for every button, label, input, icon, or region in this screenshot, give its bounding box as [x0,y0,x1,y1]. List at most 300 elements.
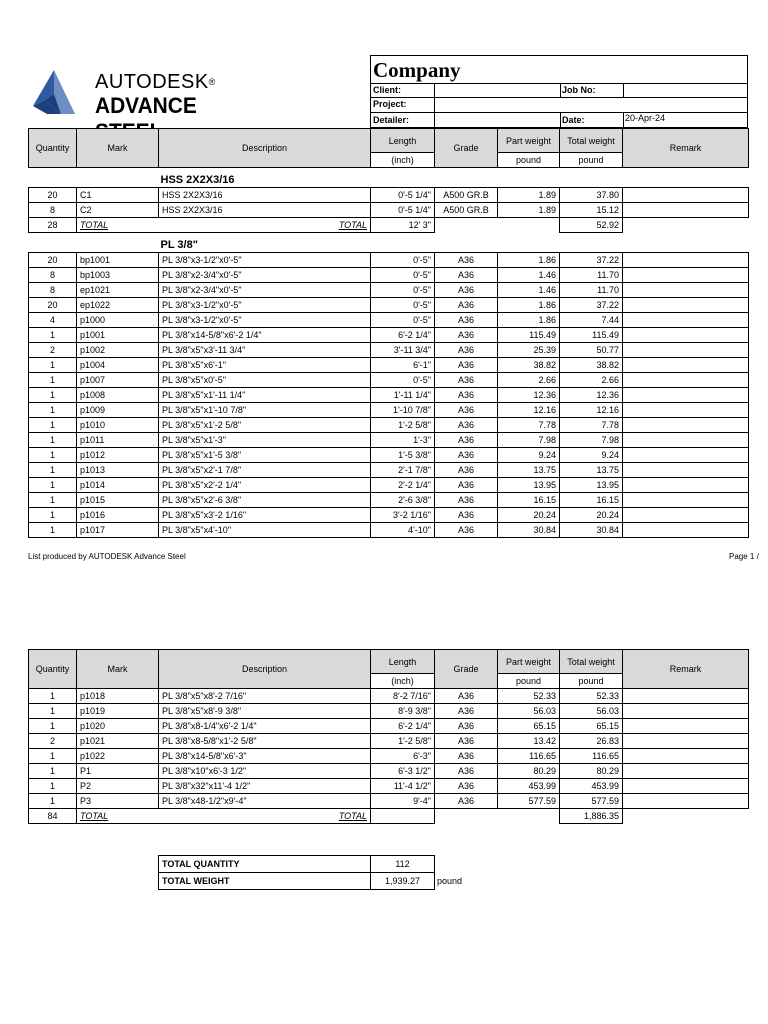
description-cell: PL 3/8"x32"x11'-4 1/2" [159,779,371,794]
remark-cell [623,328,749,343]
part-weight-cell: 13.75 [498,463,560,478]
length-cell: 2'-6 3/8" [371,493,435,508]
bill-of-materials-table [28,128,749,538]
total-weight-cell: 56.03 [560,704,623,719]
total-quantity-value: 112 [371,856,435,873]
remark-cell [623,433,749,448]
length-cell: 3'-11 3/4" [371,343,435,358]
total-weight-cell: 13.95 [560,478,623,493]
part-weight-unit: pound [498,674,560,689]
remark-cell [623,493,749,508]
total-weight-unit: pound [560,674,623,689]
part-weight-cell: 453.99 [498,779,560,794]
remark-cell [623,188,749,203]
autodesk-logo [33,70,278,120]
mark-cell: bp1003 [77,268,159,283]
part-weight-cell: 13.95 [498,478,560,493]
mark-cell: p1000 [77,313,159,328]
description-cell: PL 3/8"x5"x8'-2 7/16" [159,689,371,704]
length-cell: 0'-5" [371,283,435,298]
date-label: Date: [562,115,585,125]
description-cell: PL 3/8"x5"x2'-2 1/4" [159,478,371,493]
grade-cell: A36 [435,523,498,538]
total-weight-cell: 12.36 [560,388,623,403]
quantity-cell: 8 [29,283,77,298]
description-cell: PL 3/8"x14-5/8"x6'-2 1/4" [159,328,371,343]
page-number: Page 1 / [729,552,759,561]
quantity-cell: 1 [29,704,77,719]
header-row [29,129,749,153]
remark-cell [623,448,749,463]
mark-cell: p1021 [77,734,159,749]
grade-cell: A500 GR.B [435,188,498,203]
description-cell: PL 3/8"x5"x3'-11 3/4" [159,343,371,358]
quantity-cell: 8 [29,268,77,283]
total-weight-cell: 11.70 [560,268,623,283]
length-unit: (inch) [371,674,435,689]
grade-cell: A36 [435,328,498,343]
length-cell: 0'-5 1/4" [371,203,435,218]
total-weight-cell: 30.84 [560,523,623,538]
job-no-label: Job No: [562,85,596,95]
mark-cell: P3 [77,794,159,809]
length-cell: 0'-5" [371,298,435,313]
col-total-weight-header: Total weight [560,129,623,153]
length-cell: 9'-4" [371,794,435,809]
description-cell: PL 3/8"x5"x3'-2 1/16" [159,508,371,523]
remark-cell [623,203,749,218]
table-row [29,779,749,794]
length-cell: 6'-1" [371,358,435,373]
mark-cell: p1018 [77,689,159,704]
part-weight-cell: 1.46 [498,268,560,283]
grade-cell: A36 [435,749,498,764]
length-cell: 3'-2 1/16" [371,508,435,523]
quantity-cell: 1 [29,433,77,448]
length-cell: 1'-2 5/8" [371,418,435,433]
mark-cell: p1016 [77,508,159,523]
remark-cell [623,403,749,418]
col-part-weight-header: Part weight [498,650,560,674]
bill-of-materials-table-page2 [28,649,749,824]
grade-cell: A36 [435,463,498,478]
length-cell: 1'-3" [371,433,435,448]
description-cell: PL 3/8"x5"x1'-11 1/4" [159,388,371,403]
part-weight-cell: 1.89 [498,188,560,203]
remark-cell [623,794,749,809]
col-mark-header: Mark [77,129,159,168]
quantity-cell: 4 [29,313,77,328]
grade-cell: A36 [435,388,498,403]
quantity-cell: 1 [29,749,77,764]
col-part-weight-header: Part weight [498,129,560,153]
total-weight-unit: pound [437,876,463,886]
grade-cell: A36 [435,433,498,448]
mark-cell: p1004 [77,358,159,373]
grade-cell: A36 [435,719,498,734]
description-cell: PL 3/8"x3-1/2"x0'-5" [159,313,371,328]
total-weight-cell: 16.15 [560,493,623,508]
remark-cell [623,463,749,478]
length-cell: 6'-3" [371,749,435,764]
remark-cell [623,373,749,388]
col-quantity-header: Quantity [29,129,77,168]
total-weight-cell: 80.29 [560,764,623,779]
group-title-row [29,233,749,253]
total-row [29,809,749,824]
grade-cell: A36 [435,298,498,313]
grade-cell: A36 [435,764,498,779]
header-row [29,650,749,674]
col-grade-header: Grade [435,650,498,689]
remark-cell [623,734,749,749]
total-weight-label: TOTAL WEIGHT [159,873,371,890]
table-row [29,689,749,704]
quantity-cell: 1 [29,523,77,538]
produced-by-text: List produced by AUTODESK Advance Steel [28,552,186,561]
detailer-label: Detailer: [373,115,410,125]
quantity-cell: 1 [29,779,77,794]
total-weight-cell: 15.12 [560,203,623,218]
quantity-cell: 20 [29,253,77,268]
total-weight-cell: 11.70 [560,283,623,298]
total-weight-cell: 453.99 [560,779,623,794]
total-label-2: TOTAL [159,218,371,233]
table-row [29,448,749,463]
mark-cell: p1008 [77,388,159,403]
description-cell: PL 3/8"x2-3/4"x0'-5" [159,268,371,283]
table-row [29,734,749,749]
description-cell: HSS 2X2X3/16 [159,188,371,203]
client-label: Client: [373,85,401,95]
total-weight-value: 1,939.27 [371,873,435,890]
part-weight-cell: 1.86 [498,253,560,268]
part-weight-cell: 577.59 [498,794,560,809]
quantity-cell: 1 [29,719,77,734]
grade-cell: A500 GR.B [435,203,498,218]
description-cell: PL 3/8"x5"x6'-1" [159,358,371,373]
remark-cell [623,358,749,373]
length-unit: (inch) [371,153,435,168]
mark-cell: p1007 [77,373,159,388]
grade-cell: A36 [435,508,498,523]
length-cell: 1'-10 7/8" [371,403,435,418]
grade-cell: A36 [435,734,498,749]
mark-cell: P1 [77,764,159,779]
quantity-cell: 1 [29,448,77,463]
quantity-cell: 2 [29,343,77,358]
description-cell: PL 3/8"x8-1/4"x6'-2 1/4" [159,719,371,734]
quantity-cell: 1 [29,418,77,433]
col-description-header: Description [159,129,371,168]
description-cell: HSS 2X2X3/16 [159,203,371,218]
length-cell: 4'-10" [371,523,435,538]
length-cell: 1'-11 1/4" [371,388,435,403]
part-weight-cell: 2.66 [498,373,560,388]
description-cell: PL 3/8"x10"x6'-3 1/2" [159,764,371,779]
quantity-cell: 1 [29,493,77,508]
mark-cell: p1013 [77,463,159,478]
grade-cell: A36 [435,403,498,418]
length-cell: 0'-5" [371,253,435,268]
total-weight: 52.92 [560,218,623,233]
part-weight-cell: 56.03 [498,704,560,719]
total-weight-cell: 37.22 [560,298,623,313]
mark-cell: p1019 [77,704,159,719]
table-row [29,764,749,779]
total-weight-row [159,873,499,890]
table-row [29,388,749,403]
part-weight-cell: 25.39 [498,343,560,358]
part-weight-cell: 16.15 [498,493,560,508]
quantity-cell: 1 [29,689,77,704]
mark-cell: ep1022 [77,298,159,313]
mark-cell: p1014 [77,478,159,493]
length-cell: 8'-2 7/16" [371,689,435,704]
col-description-header: Description [159,650,371,689]
remark-cell [623,343,749,358]
col-length-header: Length [371,129,435,153]
length-cell: 8'-9 3/8" [371,704,435,719]
total-weight-cell: 577.59 [560,794,623,809]
part-weight-cell: 13.42 [498,734,560,749]
length-cell: 11'-4 1/2" [371,779,435,794]
description-cell: PL 3/8"x5"x0'-5" [159,373,371,388]
description-cell: PL 3/8"x3-1/2"x0'-5" [159,253,371,268]
total-weight-unit: pound [560,153,623,168]
summary-totals-table [158,855,499,890]
table-row [29,433,749,448]
quantity-cell: 1 [29,328,77,343]
mark-cell: C2 [77,203,159,218]
length-cell: 0'-5" [371,313,435,328]
total-weight: 1,886.35 [560,809,623,824]
part-weight-cell: 1.46 [498,283,560,298]
grade-cell: A36 [435,268,498,283]
part-weight-cell: 52.33 [498,689,560,704]
quantity-cell: 1 [29,463,77,478]
table-row [29,358,749,373]
description-cell: PL 3/8"x48-1/2"x9'-4" [159,794,371,809]
table-row [29,253,749,268]
mark-cell: p1020 [77,719,159,734]
quantity-cell: 1 [29,358,77,373]
description-cell: PL 3/8"x5"x1'-3" [159,433,371,448]
description-cell: PL 3/8"x5"x8'-9 3/8" [159,704,371,719]
remark-cell [623,704,749,719]
remark-cell [623,779,749,794]
remark-cell [623,719,749,734]
table-row [29,203,749,218]
length-cell: 0'-5" [371,268,435,283]
grade-cell: A36 [435,373,498,388]
quantity-cell: 1 [29,478,77,493]
part-weight-cell: 30.84 [498,523,560,538]
col-remark-header: Remark [623,650,749,689]
table-row [29,749,749,764]
remark-cell [623,253,749,268]
remark-cell [623,418,749,433]
remark-cell [623,268,749,283]
total-weight-cell: 50.77 [560,343,623,358]
part-weight-cell: 65.15 [498,719,560,734]
table-row [29,508,749,523]
remark-cell [623,298,749,313]
grade-cell: A36 [435,493,498,508]
quantity-cell: 1 [29,764,77,779]
part-weight-cell: 1.86 [498,298,560,313]
table-row [29,704,749,719]
quantity-cell: 8 [29,203,77,218]
part-weight-cell: 1.89 [498,203,560,218]
length-cell: 1'-5 3/8" [371,448,435,463]
mark-cell: p1011 [77,433,159,448]
group-title: PL 3/8" [160,239,198,251]
total-weight-cell: 38.82 [560,358,623,373]
table-row [29,478,749,493]
description-cell: PL 3/8"x14-5/8"x6'-3" [159,749,371,764]
quantity-cell: 20 [29,188,77,203]
total-label: TOTAL [77,218,159,233]
total-weight-cell: 20.24 [560,508,623,523]
mark-cell: p1001 [77,328,159,343]
grade-cell: A36 [435,779,498,794]
grade-cell: A36 [435,253,498,268]
remark-cell [623,388,749,403]
mark-cell: p1017 [77,523,159,538]
table-row [29,188,749,203]
total-row [29,218,749,233]
mark-cell: P2 [77,779,159,794]
remark-cell [623,283,749,298]
part-weight-cell: 12.16 [498,403,560,418]
description-cell: PL 3/8"x3-1/2"x0'-5" [159,298,371,313]
total-weight-cell: 37.22 [560,253,623,268]
part-weight-cell: 12.36 [498,388,560,403]
quantity-cell: 1 [29,403,77,418]
total-weight-cell: 65.15 [560,719,623,734]
quantity-cell: 1 [29,388,77,403]
remark-cell [623,689,749,704]
total-weight-cell: 7.98 [560,433,623,448]
total-label: TOTAL [77,809,159,824]
mark-cell: p1015 [77,493,159,508]
description-cell: PL 3/8"x5"x2'-6 3/8" [159,493,371,508]
part-weight-cell: 115.49 [498,328,560,343]
project-label: Project: [373,99,407,109]
grade-cell: A36 [435,313,498,328]
col-total-weight-header: Total weight [560,650,623,674]
col-grade-header: Grade [435,129,498,168]
description-cell: PL 3/8"x8-5/8"x1'-2 5/8" [159,734,371,749]
length-cell: 6'-2 1/4" [371,328,435,343]
mark-cell: p1002 [77,343,159,358]
mark-cell: p1010 [77,418,159,433]
grade-cell: A36 [435,689,498,704]
total-weight-cell: 52.33 [560,689,623,704]
remark-cell [623,508,749,523]
table-row [29,794,749,809]
total-length: 12' 3" [371,218,435,233]
table-row [29,403,749,418]
quantity-cell: 1 [29,373,77,388]
mark-cell: C1 [77,188,159,203]
logo-brand-line2: ADVANCE [95,93,197,118]
logo-brand-line1: AUTODESK® [95,71,216,93]
total-weight-cell: 7.44 [560,313,623,328]
total-weight-cell: 115.49 [560,328,623,343]
part-weight-cell: 7.98 [498,433,560,448]
total-qty: 84 [29,809,77,824]
table-row [29,493,749,508]
remark-cell [623,523,749,538]
mark-cell: p1009 [77,403,159,418]
total-weight-cell: 7.78 [560,418,623,433]
part-weight-cell: 80.29 [498,764,560,779]
description-cell: PL 3/8"x5"x2'-1 7/8" [159,463,371,478]
total-weight-cell: 37.80 [560,188,623,203]
quantity-cell: 2 [29,734,77,749]
table-row [29,719,749,734]
total-weight-cell: 116.65 [560,749,623,764]
grade-cell: A36 [435,358,498,373]
part-weight-cell: 116.65 [498,749,560,764]
total-label-2: TOTAL [159,809,371,824]
quantity-cell: 20 [29,298,77,313]
table-row [29,523,749,538]
group-title-row [29,168,749,188]
autodesk-a-icon [33,70,75,114]
part-weight-cell: 38.82 [498,358,560,373]
description-cell: PL 3/8"x5"x1'-10 7/8" [159,403,371,418]
table-row [29,373,749,388]
length-cell: 1'-2 5/8" [371,734,435,749]
table-row [29,463,749,478]
total-weight-cell: 2.66 [560,373,623,388]
total-qty: 28 [29,218,77,233]
part-weight-cell: 20.24 [498,508,560,523]
part-weight-cell: 7.78 [498,418,560,433]
table-row [29,418,749,433]
length-cell: 6'-3 1/2" [371,764,435,779]
total-weight-cell: 26.83 [560,734,623,749]
length-cell: 6'-2 1/4" [371,719,435,734]
mark-cell: ep1021 [77,283,159,298]
table-row [29,283,749,298]
grade-cell: A36 [435,478,498,493]
group-title: HSS 2X2X3/16 [160,174,235,186]
remark-cell [623,764,749,779]
description-cell: PL 3/8"x2-3/4"x0'-5" [159,283,371,298]
part-weight-unit: pound [498,153,560,168]
mark-cell: p1012 [77,448,159,463]
part-weight-cell: 1.86 [498,313,560,328]
remark-cell [623,478,749,493]
table-row [29,298,749,313]
col-mark-header: Mark [77,650,159,689]
mark-cell: bp1001 [77,253,159,268]
mark-cell: p1022 [77,749,159,764]
grade-cell: A36 [435,343,498,358]
length-cell: 2'-1 7/8" [371,463,435,478]
part-weight-cell: 9.24 [498,448,560,463]
remark-cell [623,749,749,764]
table-row [29,268,749,283]
description-cell: PL 3/8"x5"x4'-10" [159,523,371,538]
total-quantity-label: TOTAL QUANTITY [159,856,371,873]
company-title: Company [373,58,461,82]
quantity-cell: 1 [29,794,77,809]
